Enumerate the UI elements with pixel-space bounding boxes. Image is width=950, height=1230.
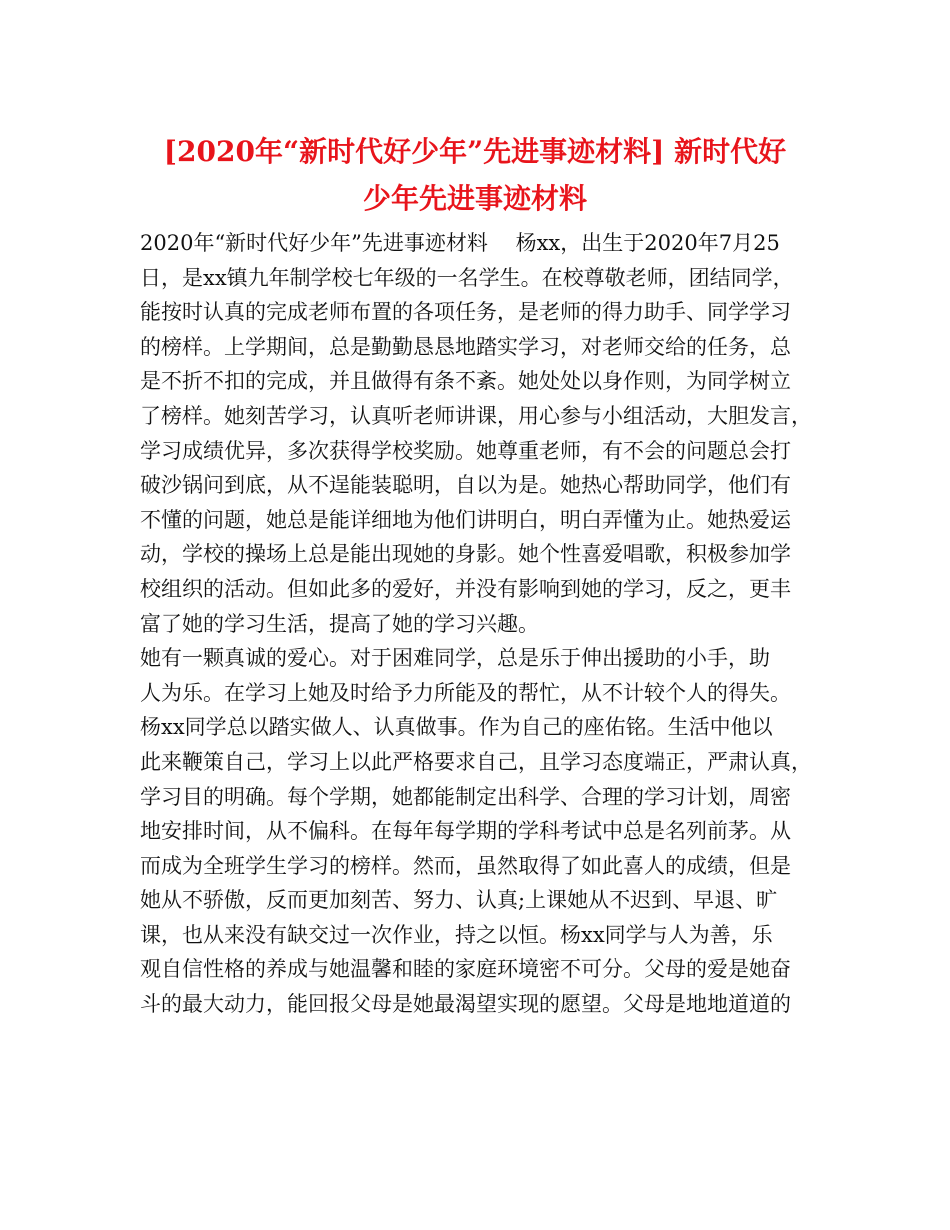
title-line-1: [2020年“新时代好少年”先进事迹材料] 新时代好 <box>163 135 787 168</box>
body-line: 学习目的明确。每个学期，她都能制定出科学、合理的学习计划，周密 <box>140 784 791 809</box>
body-line: 能按时认真的完成老师布置的各项任务，是老师的得力助手、同学学习 <box>140 300 791 325</box>
body-line: 是不折不扣的完成，并且做得有条不紊。她处处以身作则，为同学树立 <box>140 369 791 394</box>
body-line: 她有一颗真诚的爱心。对于困难同学，总是乐于伸出援助的小手，助 <box>140 646 770 671</box>
title-line-2: 少年先进事迹材料 <box>362 182 587 215</box>
body-line: 动，学校的操场上总是能出现她的身影。她个性喜爱唱歌，积极参加学 <box>140 542 791 567</box>
body-line: 2020年“新时代好少年”先进事迹材料 杨xx，出生于2020年7月25 <box>140 231 780 255</box>
body-line: 课，也从来没有缺交过一次作业，持之以恒。杨xx同学与人为善，乐 <box>140 922 773 947</box>
document-body <box>140 226 820 1022</box>
body-line: 她从不骄傲，反而更加刻苦、努力、认真;上课她从不迟到、早退、旷 <box>140 888 778 913</box>
body-line: 日，是xx镇九年制学校七年级的一名学生。在校尊敬老师，团结同学， <box>140 265 794 290</box>
body-line: 校组织的活动。但如此多的爱好，并没有影响到她的学习，反之，更丰 <box>140 576 791 601</box>
body-line: 不懂的问题，她总是能详细地为他们讲明白，明白弄懂为止。她热爱运 <box>140 507 791 532</box>
body-line: 人为乐。在学习上她及时给予力所能及的帮忙，从不计较个人的得失。 <box>140 680 791 705</box>
body-line: 学习成绩优异，多次获得学校奖励。她尊重老师，有不会的问题总会打 <box>140 438 791 463</box>
body-line: 杨xx同学总以踏实做人、认真做事。作为自己的座佑铭。生活中他以 <box>140 715 773 740</box>
body-line: 此来鞭策自己，学习上以此严格要求自己，且学习态度端正，严肃认真， <box>140 749 812 774</box>
body-line: 斗的最大动力，能回报父母是她最渴望实现的愿望。父母是地地道道的 <box>140 992 791 1017</box>
body-line: 地安排时间，从不偏科。在每年每学期的学科考试中总是名列前茅。从 <box>140 819 791 844</box>
body-line: 而成为全班学生学习的榜样。然而，虽然取得了如此喜人的成绩，但是 <box>140 853 791 878</box>
body-line: 观自信性格的养成与她温馨和睦的家庭环境密不可分。父母的爱是她奋 <box>140 957 791 982</box>
body-line: 富了她的学习生活，提高了她的学习兴趣。 <box>140 611 539 636</box>
document-title <box>100 128 850 222</box>
body-line: 了榜样。她刻苦学习，认真听老师讲课，用心参与小组活动，大胆发言， <box>140 403 812 428</box>
body-line: 的榜样。上学期间，总是勤勤恳恳地踏实学习，对老师交给的任务，总 <box>140 334 791 359</box>
body-line: 破沙锅问到底，从不逞能装聪明，自以为是。她热心帮助同学，他们有 <box>140 473 791 498</box>
